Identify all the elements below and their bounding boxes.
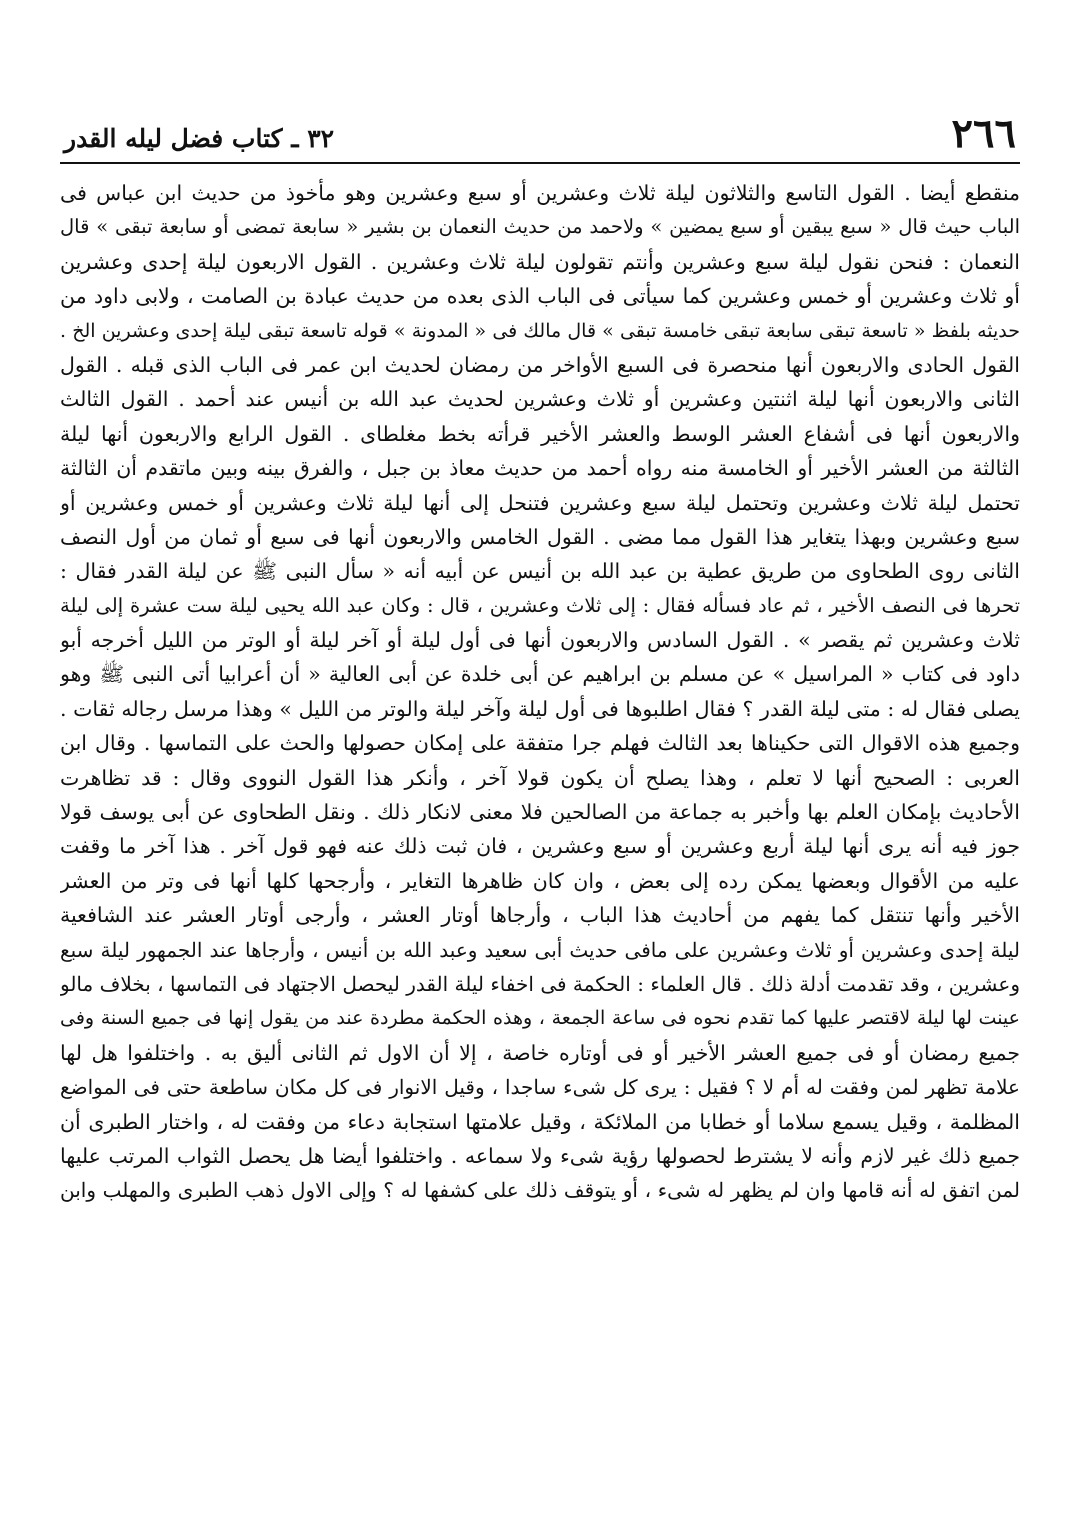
text-line: الباب حيث قال « سبع يبقين أو سبع يمضين » ولاحمد من حديث النعمان بن بشير « سابعة تمضى أو سابعة تبقى » قال xyxy=(60,215,1020,239)
text-line: داود فى كتاب « المراسيل » عن مسلم بن ابراهيم عن أبى خلدة عن أبى العالية « أن أعرابيا أتى النبى ﷺ وهو xyxy=(60,662,1020,687)
text-line: جميع رمضان أو فى جميع العشر الأخير أو فى أوتاره خاصة ، إلا أن الاول ثم الثانى أليق به . واختلفوا هل لها xyxy=(60,1040,1020,1065)
text-line: الأحاديث بإمكان العلم بها وأخبر به جماعة من الصالحين فلا معنى لانكار ذلك . ونقل الطحاوى عن أبى يوسف قولا xyxy=(60,800,1020,825)
header-rule xyxy=(60,162,1020,164)
page-header xyxy=(60,112,1020,158)
text-line: علامة تظهر لمن وفقت له أم لا ؟ فقيل : يرى كل شىء ساجدا ، وقيل الانوار فى كل مكان ساطعة حتى فى المواضع xyxy=(60,1075,1020,1100)
text-line: ليلة إحدى وعشرين أو ثلاث وعشرين على مافى حديث أبى سعيد وعبد الله بن أنيس ، وأرجاها عند الجمهور ليلة سبع xyxy=(60,937,1020,962)
text-line: تحرها فى النصف الأخير ، ثم عاد فسأله فقال : إلى ثلاث وعشرين ، قال : وكان عبد الله يحيى ليلة ست عشرة إلى ليلة xyxy=(60,593,1020,617)
text-line: منقطع أيضا . القول التاسع والثلاثون ليلة ثلاث وعشرين أو سبع وعشرين وهو مأخوذ من حديث ابن عباس فى xyxy=(60,181,1020,205)
text-line: والاربعون أنها فى أشفاع العشر الوسط والعشر الأخير قرأته بخط مغلطاى . القول الرابع والاربعون أنها ليلة xyxy=(60,421,1020,446)
text-line: عينت لها ليلة لاقتصر عليها كما تقدم نحوه فى ساعة الجمعة ، وهذه الحكمة مطردة عند من يقول إنها فى جميع السنة وفى xyxy=(60,1007,1020,1030)
text-line: يصلى فقال له : متى ليلة القدر ؟ فقال اطلبوها فى أول ليلة وآخر ليلة والوتر من الليل » وهذا مرسل رجاله ثقات . xyxy=(60,696,1020,721)
text-line: وعشرين ، وقد تقدمت أدلة ذلك . قال العلماء : الحكمة فى اخفاء ليلة القدر ليحصل الاجتهاد فى التماسها ، بخلاف مالو xyxy=(60,971,1020,996)
text-line: ثلاث وعشرين ثم يقصر » . القول السادس والاربعون أنها فى أول ليلة أو آخر ليلة أو الوتر من الليل أخرجه أبو xyxy=(60,628,1020,653)
text-line: المظلمة ، وقيل يسمع سلاما أو خطابا من الملائكة ، وقيل علامتها استجابة دعاء من وفقت له ، واختار الطبرى أن xyxy=(60,1109,1020,1134)
text-line: الأخير وأنها تنتقل كما يفهم من أحاديث هذا الباب ، وأرجاها أوتار العشر ، وأرجى أوتار العشر عند الشافعية xyxy=(60,903,1020,928)
body-text xyxy=(60,176,1020,1208)
text-line: وجميع هذه الاقوال التى حكيناها بعد الثالث فهلم جرا متفقة على إمكان حصولها والحث على التماسها . وقال ابن xyxy=(60,731,1020,756)
text-line: القول الحادى والاربعون أنها منحصرة فى السبع الأواخر من رمضان لحديث ابن عمر فى الباب الذى قبله . القول xyxy=(60,352,1020,377)
book-page xyxy=(60,112,1020,1502)
text-line: الثانى روى الطحاوى من طريق عطية بن عبد الله بن أنيس عن أبيه أنه « سأل النبى ﷺ عن ليلة القدر فقال : xyxy=(60,559,1020,584)
text-line: النعمان : فنحن نقول ليلة سبع وعشرين وأنتم تقولون ليلة ثلاث وعشرين . القول الاربعون ليلة إحدى وعشرين xyxy=(60,249,1020,274)
text-line: أو ثلاث وعشرين أو خمس وعشرين كما سيأتى فى الباب الذى بعده من حديث عبادة بن الصامت ، ولابى داود من xyxy=(60,284,1020,309)
text-line: تحتمل ليلة ثلاث وعشرين وتحتمل ليلة سبع وعشرين فتنحل إلى أنها ليلة ثلاث وعشرين أو خمس وعشرين أو xyxy=(60,490,1020,515)
text-line: العربى : الصحيح أنها لا تعلم ، وهذا يصلح أن يكون قولا آخر ، وأنكر هذا القول النووى وقال : قد تظاهرت xyxy=(60,765,1020,790)
text-line: سبع وعشرين وبهذا يتغاير هذا القول مما مضى . القول الخامس والاربعون أنها فى سبع أو ثمان من أول النصف xyxy=(60,524,1020,549)
text-line: الثالثة من العشر الأخير أو الخامسة منه رواه أحمد من حديث معاذ بن جبل ، والفرق بينه وبين ماتقدم أن الثالثة xyxy=(60,456,1020,481)
text-line: حديثه بلفظ « تاسعة تبقى سابعة تبقى خامسة تبقى » قال مالك فى « المدونة » قوله تاسعة تبقى ليلة إحدى وعشرين الخ . xyxy=(60,319,1020,342)
text-line: الثانى والاربعون أنها ليلة اثنتين وعشرين أو ثلاث وعشرين لحديث عبد الله بن أنيس عند أحمد . القول الثالث xyxy=(60,387,1020,412)
page-number: ٢٦٦ xyxy=(951,110,1016,157)
text-line: لمن اتفق له أنه قامها وان لم يظهر له شىء ، أو يتوقف ذلك على كشفها له ؟ وإلى الاول ذهب الطبرى والمهلب وابن xyxy=(60,1178,1020,1203)
text-line: جوز فيه أنه يرى أنها ليلة أربع وعشرين أو سبع وعشرين ، فان ثبت ذلك عنه فهو قول آخر . هذا آخر ما وقفت xyxy=(60,834,1020,859)
running-title: ٣٢ ـ كتاب فضل ليله القدر xyxy=(64,124,335,153)
text-line: عليه من الأقوال وبعضها يمكن رده إلى بعض ، وان كان ظاهرها التغاير ، وأرجحها كلها أنها فى وتر من العشر xyxy=(60,868,1020,893)
text-line: جميع ذلك غير لازم وأنه لا يشترط لحصولها رؤية شىء ولا سماعه . واختلفوا أيضا هل يحصل الثواب المرتب عليها xyxy=(60,1143,1020,1168)
